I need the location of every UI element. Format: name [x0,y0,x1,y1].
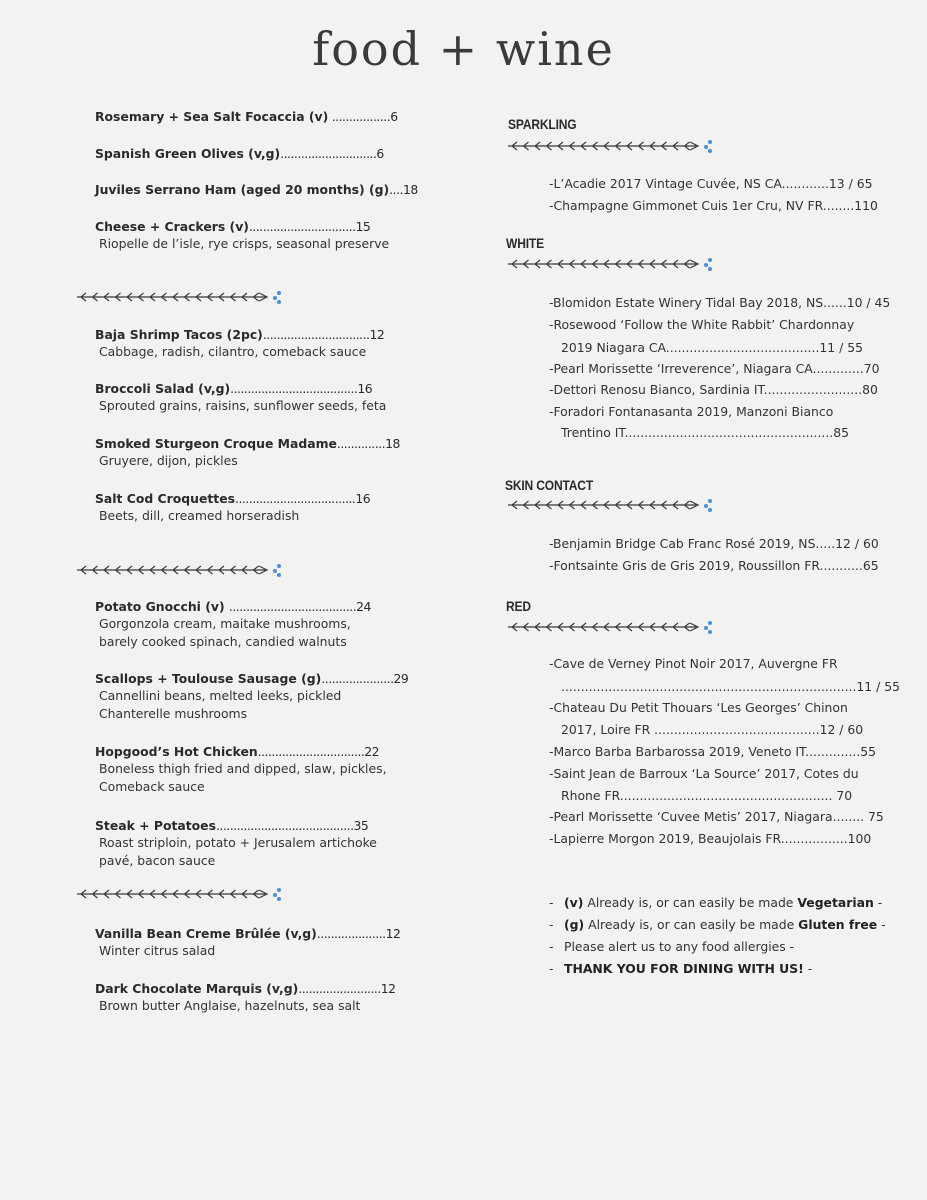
wine-heading-white: WHITE [506,235,544,251]
menu-item-description: Winter citrus salad [99,943,216,958]
menu-item-name: Steak + Potatoes........................................35 [95,818,369,833]
menu-item-price: 22 [364,744,380,759]
menu-item-price: 35 [353,818,369,833]
menu-item-name: Hopgood’s Hot Chicken...............................22 [95,744,380,759]
menu-item-name: Spanish Green Olives (v,g)............................6 [95,146,384,161]
section-divider [506,619,726,635]
wine-heading-red: RED [506,598,531,614]
menu-item [95,817,395,870]
menu-item-price: 29 [393,671,409,686]
chevron-arrow-icon [75,562,295,578]
menu-item [95,181,418,198]
menu-item [95,743,395,796]
wine-line: -Pearl Morissette ‘Cuvee Metis’ 2017, Niagara........ 75 [549,809,884,824]
wine-line: -Cave de Verney Pinot Noir 2017, Auvergne FR [549,656,838,671]
wine-line: -Champagne Gimmonet Cuis 1er Cru, NV FR........110 [549,198,878,213]
menu-item [95,380,395,415]
section-divider [75,886,295,902]
menu-item [95,980,395,1015]
menu-item-name: Salt Cod Croquettes...................................16 [95,491,371,506]
wine-line: -Marco Barba Barbarossa 2019, Veneto IT..............55 [549,744,877,759]
wine-heading-skin-contact: SKIN CONTACT [505,477,594,493]
menu-item-description: Beets, dill, creamed horseradish [99,508,300,523]
chevron-arrow-icon [506,256,726,272]
menu-item-name: Dark Chocolate Marquis (v,g)........................12 [95,981,396,996]
menu-item-name: Rosemary + Sea Salt Focaccia (v) .................6 [95,109,398,124]
wine-line: Rhone FR...................................................... 70 [561,788,853,803]
menu-item [95,145,395,162]
wine-line: -Blomidon Estate Winery Tidal Bay 2018, NS......10 / 45 [549,295,891,310]
menu-item-name: Smoked Sturgeon Croque Madame..............18 [95,436,400,451]
menu-item-price: 16 [357,381,373,396]
menu-item-description: Comeback sauce [99,779,205,794]
wine-line: ...........................................................................11 / 55 [561,679,900,694]
menu-item-description: barely cooked spinach, candied walnuts [99,634,347,649]
wine-line: -L’Acadie 2017 Vintage Cuvée, NS CA............13 / 65 [549,176,873,191]
wine-line: -Foradori Fontanasanta 2019, Manzoni Bianco [549,404,834,419]
menu-item-name: Scallops + Toulouse Sausage (g).....................29 [95,671,409,686]
menu-item-description: Sprouted grains, raisins, sunflower seeds, feta [99,398,387,413]
menu-item-description: Gruyere, dijon, pickles [99,453,238,468]
wine-line: Trentino IT.....................................................85 [561,425,849,440]
menu-item-description: pavé, bacon sauce [99,853,216,868]
menu-item-price: 18 [385,436,400,451]
wine-line: -Saint Jean de Barroux ‘La Source’ 2017, Cotes du [549,766,859,781]
chevron-arrow-icon [75,289,295,305]
menu-item-price: 15 [355,219,371,234]
menu-item-name: Baja Shrimp Tacos (2pc)...............................12 [95,327,385,342]
menu-item-description: Riopelle de l’isle, rye crisps, seasonal preserve [99,236,390,251]
menu-item [95,598,395,651]
menu-item [95,490,395,525]
chevron-arrow-icon [75,886,295,902]
menu-item-price: 16 [355,491,371,506]
menu-item-description: Gorgonzola cream, maitake mushrooms, [99,616,351,631]
section-divider [75,562,295,578]
menu-item [95,218,395,253]
menu-item [95,670,409,723]
menu-item-description: Cabbage, radish, cilantro, comeback sauce [99,344,367,359]
menu-item-price: 24 [356,599,371,614]
chevron-arrow-icon [506,138,726,154]
menu-item-name: Juviles Serrano Ham (aged 20 months) (g)....18 [95,182,418,197]
menu-item-description: Roast striploin, potato + Jerusalem artichoke [99,835,377,850]
wine-line: -Pearl Morissette ‘Irreverence’, Niagara CA.............70 [549,361,880,376]
wine-line: -Fontsainte Gris de Gris 2019, Roussillon FR...........65 [549,558,879,573]
section-divider [75,289,295,305]
menu-item-price: 12 [369,327,385,342]
menu-item-price: 6 [390,109,398,124]
chevron-arrow-icon [506,619,726,635]
section-divider [506,138,726,154]
menu-item-description: Chanterelle mushrooms [99,706,248,721]
wine-line: -Rosewood ‘Follow the White Rabbit’ Chardonnay [549,317,855,332]
wine-line: -Dettori Renosu Bianco, Sardinia IT.........................80 [549,382,878,397]
note-vegetarian: - (v) Already is, or can easily be made Vegetarian - [549,895,883,910]
menu-item-description: Brown butter Anglaise, hazelnuts, sea salt [99,998,361,1013]
menu-item [95,108,398,125]
menu-item [95,925,401,960]
wine-line: -Lapierre Morgon 2019, Beaujolais FR.................100 [549,831,872,846]
note-thank-you: - THANK YOU FOR DINING WITH US! - [549,961,813,976]
chevron-arrow-icon [506,497,726,513]
wine-line: 2017, Loire FR ..........................................12 / 60 [561,722,864,737]
menu-title: food + wine [312,22,615,76]
section-divider [506,497,726,513]
menu-item-name: Broccoli Salad (v,g).....................................16 [95,381,373,396]
menu-item-name: Vanilla Bean Creme Brûlée (v,g)....................12 [95,926,401,941]
wine-line: -Chateau Du Petit Thouars ‘Les Georges’ Chinon [549,700,848,715]
menu-item [95,435,400,470]
note-allergies: - Please alert us to any food allergies - [549,939,795,954]
menu-item-price: 12 [385,926,401,941]
wine-line: 2019 Niagara CA.......................................11 / 55 [561,340,863,355]
wine-heading-sparkling: SPARKLING [508,116,577,132]
note-gluten-free: - (g) Already is, or can easily be made Gluten free - [549,917,886,932]
menu-item-price: 6 [376,146,384,161]
menu-item-description: Cannellini beans, melted leeks, pickled [99,688,342,703]
menu-item-price: 12 [380,981,396,996]
menu-item-name: Potato Gnocchi (v) .....................................24 [95,599,371,614]
menu-item-description: Boneless thigh fried and dipped, slaw, pickles, [99,761,387,776]
menu-item [95,326,395,361]
wine-line: -Benjamin Bridge Cab Franc Rosé 2019, NS.....12 / 60 [549,536,879,551]
menu-item-price: 18 [402,182,418,197]
dietary-notes [549,892,909,980]
section-divider [506,256,726,272]
menu-item-name: Cheese + Crackers (v)...............................15 [95,219,371,234]
